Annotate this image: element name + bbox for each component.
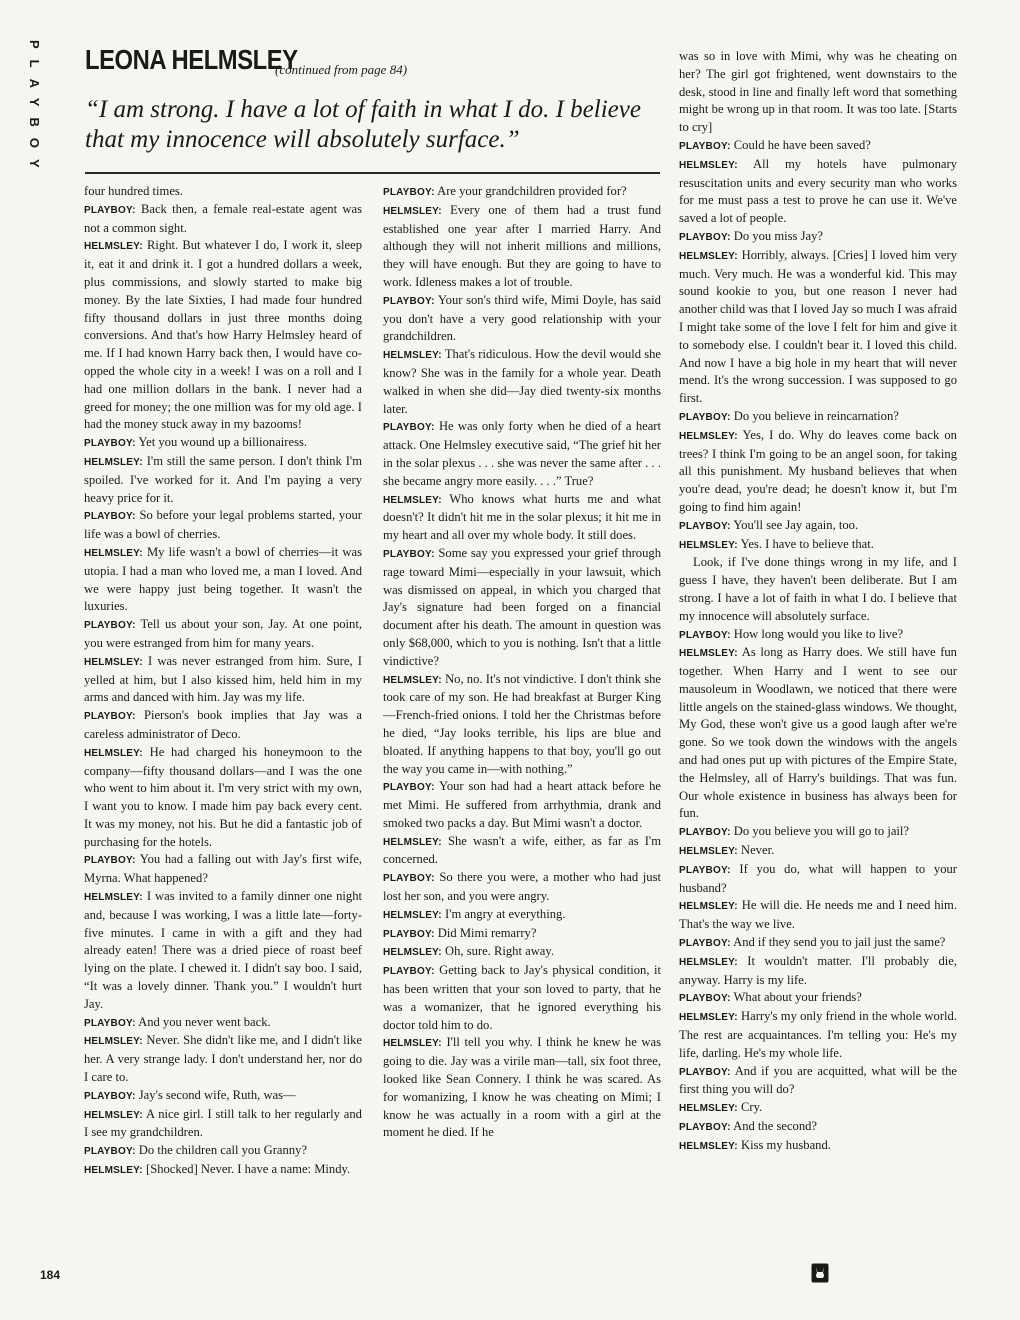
speaker-label: HELMSLEY:	[383, 836, 442, 848]
interview-paragraph	[383, 671, 661, 779]
interview-paragraph	[679, 1063, 957, 1100]
paragraph-text: Do you believe in reincarnation?	[733, 408, 899, 423]
speaker-label: HELMSLEY:	[84, 1165, 143, 1177]
speaker-label: HELMSLEY:	[84, 547, 143, 559]
speaker-label: PLAYBOY:	[84, 855, 136, 867]
interview-paragraph	[679, 536, 957, 555]
paragraph-text: Yes. I have to believe that.	[740, 536, 874, 551]
pull-quote-divider	[85, 172, 660, 174]
interview-paragraph	[679, 1099, 957, 1118]
paragraph-text: Pierson's book implies that Jay was a careless administrator of Deco.	[84, 708, 362, 741]
speaker-label: PLAYBOY:	[383, 187, 435, 198]
page-number: 184	[40, 1268, 61, 1282]
paragraph-text: Tell us about your son, Jay. At one point, you were estranged from him for many years.	[84, 617, 362, 650]
pull-quote: “I am strong. I have a lot of faith in what I do. I believe that my innocence will absolutely surface.”	[85, 96, 641, 153]
speaker-label: HELMSLEY:	[679, 159, 738, 171]
speaker-label: HELMSLEY:	[679, 648, 738, 660]
interview-paragraph	[383, 202, 661, 292]
speaker-label: PLAYBOY:	[84, 1146, 136, 1158]
interview-paragraph	[84, 1161, 362, 1180]
paragraph-text: As long as Harry does. We still have fun together. When Harry and I went to see our mausoleum in Woodlawn, we noticed that there were little angels on the stained-glass windows. We thought, My God, these won't give us a good laugh after we're gone. So we took down the windows with the angels and had ones put up with pictures of the Empire State, the Helmsley, all of Harry's buildings. That was fun. Our whole existence in business has always been for fun.	[679, 645, 957, 821]
paragraph-text: Look, if I've done things wrong in my life, and I guess I have, they haven't been deliberate. But I am strong. I have a lot of faith in what I do. I believe that my innocence will absolutely surface.	[679, 555, 957, 623]
paragraph-text: And you never went back.	[138, 1014, 271, 1029]
paragraph-text: And the second?	[733, 1119, 818, 1134]
interview-paragraph	[84, 237, 362, 434]
paragraph-text: I was never estranged from him. Sure, I yelled at him, but I also kissed him, held him in my arms and danced with him. Jay was my life.	[84, 653, 362, 705]
interview-paragraph	[84, 1142, 362, 1161]
paragraph-text: I was invited to a family dinner one night and, because I was working, I was a little late—forty-five minutes. I came in with a gift and they had already eaten! There was a dried piece of roast beef lying on the plate. I chewed it. I didn't say boo. I said, “It was a lovely dinner. Thank you.” I wouldn't hurt Jay.	[84, 889, 363, 1011]
interview-paragraph	[84, 201, 362, 238]
speaker-label: HELMSLEY:	[383, 674, 442, 686]
paragraph-text: Do you miss Jay?	[733, 228, 823, 243]
paragraph-text: He will die. He needs me and I need him. That's the way we live.	[679, 898, 957, 932]
interview-paragraph	[679, 934, 957, 953]
speaker-label: HELMSLEY:	[679, 539, 738, 551]
interview-paragraph	[84, 616, 362, 653]
paragraph-text: Never. She didn't like me, and I didn't like her. A very strange lady. I don't understand her, nor do I care to.	[84, 1033, 362, 1085]
interview-paragraph	[679, 989, 957, 1008]
speaker-label: PLAYBOY:	[679, 1122, 731, 1134]
speaker-label: HELMSLEY:	[383, 494, 442, 506]
speaker-label: PLAYBOY:	[383, 966, 435, 978]
interview-paragraph	[679, 626, 957, 645]
speaker-label: HELMSLEY:	[679, 430, 738, 442]
speaker-label: PLAYBOY:	[383, 782, 435, 794]
speaker-label: HELMSLEY:	[84, 656, 143, 668]
paragraph-text: You'll see Jay again, too.	[733, 517, 859, 532]
paragraph-text: Kiss my husband.	[741, 1137, 831, 1152]
speaker-label: PLAYBOY:	[679, 231, 731, 243]
continued-note: (continued from page 84)	[275, 62, 408, 77]
speaker-label: HELMSLEY:	[84, 892, 143, 904]
interview-paragraph	[679, 408, 957, 427]
paragraph-text: No, no. It's not vindictive. I don't think she took care of my son. He had breakfast at Burger King—French-fried onions. I told her the Christmas before he died, “Jay looks terrible, his lips are blue and bloated. If anything happens to that boy, you'll go out the way you came in—with nothing.”	[383, 671, 661, 776]
interview-paragraph	[383, 906, 661, 925]
speaker-label: HELMSLEY:	[383, 909, 442, 921]
speaker-label: PLAYBOY:	[679, 993, 731, 1005]
speaker-label: HELMSLEY:	[679, 956, 738, 968]
paragraph-text: You had a falling out with Jay's first wife, Myrna. What happened?	[84, 852, 363, 886]
paragraph-text: [Shocked] Never. I have a name: Mindy.	[146, 1162, 351, 1177]
paragraph-text: Never.	[741, 843, 775, 858]
paragraph-text: Some say you expressed your grief through rage toward Mimi—especially in your lawsuit, which was dismissed on appeal, in which you charged that Jay's signature had been forged on a financial document after his death. The amount in question was only $68,000, which to you is nothing. Isn't that a little vindictive?	[383, 545, 661, 668]
interview-paragraph	[679, 823, 957, 842]
interview-paragraph	[679, 842, 957, 861]
speaker-label: PLAYBOY:	[679, 938, 731, 950]
speaker-label: HELMSLEY:	[383, 947, 442, 959]
interview-paragraph	[84, 851, 362, 888]
interview-paragraph	[383, 925, 661, 944]
paragraph-text: Do the children call you Granny?	[138, 1143, 307, 1158]
text-column-3	[679, 48, 957, 1156]
speaker-label: HELMSLEY:	[84, 241, 143, 253]
paragraph-text: I'm angry at everything.	[445, 906, 566, 921]
speaker-label: HELMSLEY:	[84, 1036, 143, 1048]
paragraph-text: Are your grandchildren provided for?	[437, 184, 627, 198]
paragraph-text: Your son's third wife, Mimi Doyle, has said you don't have a very good relationship with your grandchildren.	[383, 292, 661, 344]
paragraph-text: Oh, sure. Right away.	[445, 944, 555, 959]
speaker-label: PLAYBOY:	[679, 827, 731, 839]
speaker-label: PLAYBOY:	[679, 629, 731, 641]
interview-paragraph	[383, 545, 661, 671]
paragraph-text: I'm still the same person. I don't think I'm spoiled. I've worked for it. And I'm paying a very heavy price for it.	[84, 453, 362, 505]
speaker-label: HELMSLEY:	[383, 1038, 442, 1050]
speaker-label: HELMSLEY:	[679, 1012, 738, 1024]
paragraph-text: And if you are acquitted, what will be the first thing you will do?	[679, 1063, 957, 1097]
paragraph-text: four hundred times.	[84, 184, 183, 198]
paragraph-text: Horribly, always. [Cries] I loved him very much. Very much. He was a wonderful kid. This may sound kookie to you, but one reason I never had another child was that I loved Jay so much I was afraid I might take some of the love I felt for him and give it to somebody else. I couldn't bear it. I loved this child. And now I have a big hole in my heart that will never mend. It's the wrong succession. I was supposed to go first.	[679, 247, 957, 406]
paragraph-text: What about your friends?	[733, 990, 862, 1005]
paragraph-text: So there you were, a mother who had just lost her son, and you were angry.	[383, 870, 662, 904]
interview-paragraph	[679, 228, 957, 247]
paragraph-text: Right. But whatever I do, I work it, sleep it, eat it and drink it. I got a hundred dollars a week, plus commissions, and slowly started to make big money. By the late Sixties, I had made four hundred fifty thousand dollars in just three months doing conversions. And that's how Harry Helmsley heard of me. If I had known Harry back then, I would have co-opped the whole city in a week! I was on a roll and I had one million dollars in the bank. I never had a greed for money; the one million was for my old age. I had the money stuck away in my bazooms!	[84, 238, 362, 432]
interview-paragraph	[383, 491, 661, 545]
interview-paragraph	[84, 707, 362, 744]
speaker-label: HELMSLEY:	[383, 350, 442, 362]
interview-paragraph	[84, 1014, 362, 1033]
paragraph-text: A nice girl. I still talk to her regularly and I see my grandchildren.	[84, 1106, 362, 1140]
interview-paragraph	[383, 346, 661, 418]
paragraph-text: Could he have been saved?	[733, 137, 871, 152]
paragraph-text: And if they send you to jail just the same?	[733, 935, 946, 950]
speaker-label: PLAYBOY:	[679, 864, 731, 876]
paragraph-text: All my hotels have pulmonary resuscitation units and every security man who works for me must pass a test to prove he can use it. We've saved a lot of people.	[679, 156, 957, 226]
interview-paragraph	[84, 888, 362, 1014]
paragraph-text: She wasn't a wife, either, as far as I'm concerned.	[383, 833, 661, 867]
interview-paragraph	[383, 183, 661, 202]
paragraph-text: Did Mimi remarry?	[437, 925, 537, 940]
interview-paragraph	[84, 544, 362, 616]
speaker-label: HELMSLEY:	[383, 205, 442, 217]
speaker-label: PLAYBOY:	[679, 1066, 731, 1078]
article-title: LEONA HELMSLEY	[85, 44, 298, 75]
speaker-label: HELMSLEY:	[84, 747, 143, 759]
speaker-label: PLAYBOY:	[84, 620, 136, 632]
paragraph-text: He had charged his honeymoon to the company—fifty thousand dollars—and I was the one who went to him about it. I'm very strict with my own, I want you to know. I made him pay back every cent. It was my money, not his. But he did a fantastic job of purchasing for the hotels.	[84, 744, 362, 849]
speaker-label: PLAYBOY:	[383, 873, 435, 885]
interview-paragraph	[84, 1087, 362, 1106]
paragraph-text: He was only forty when he died of a heart attack. One Helmsley executive said, “The grief hit her in the solar plexus . . . she was never the same after . . . she became angry more easily. . . .” True?	[383, 419, 661, 488]
paragraph-text: was so in love with Mimi, why was he cheating on her? The girl got frightened, went downstairs to the desk, stood in line and finally left word that something might be wrong up in that room. It was too late. [Starts to cry]	[679, 49, 957, 135]
interview-paragraph	[383, 943, 661, 962]
interview-paragraph	[679, 247, 957, 408]
speaker-label: PLAYBOY:	[679, 411, 731, 423]
speaker-label: HELMSLEY:	[84, 456, 143, 468]
interview-paragraph	[84, 1106, 362, 1143]
speaker-label: HELMSLEY:	[679, 901, 738, 913]
speaker-label: PLAYBOY:	[84, 1090, 136, 1102]
paragraph-text: Cry.	[741, 1100, 763, 1115]
paragraph-text: How long would you like to live?	[733, 626, 904, 641]
paragraph-text: Yes, I do. Why do leaves come back on trees? I think I'm going to be an angel soon, for taking all this punishment. My husband believes that when you're dead, you're dead; he doesn't know it, but I'm going to find him again!	[679, 427, 957, 514]
interview-paragraph	[383, 962, 661, 1034]
speaker-label: PLAYBOY:	[84, 1017, 136, 1029]
interview-paragraph	[383, 833, 661, 870]
speaker-label: HELMSLEY:	[679, 250, 738, 262]
side-banner-text: PLAYBOY	[27, 40, 42, 179]
paragraph-text: If you do, what will happen to your husband?	[679, 861, 957, 895]
interview-paragraph	[679, 517, 957, 536]
interview-paragraph	[679, 48, 957, 137]
interview-paragraph	[84, 434, 362, 453]
interview-paragraph	[679, 1137, 957, 1156]
paragraph-text: Every one of them had a trust fund established one year after I married Harry. And although they will not inherit millions and millions, they will have enough. But they are going to have to work. Idleness makes a lot of trouble.	[383, 202, 661, 289]
paragraph-text: Yet you wound up a billionairess.	[138, 435, 308, 450]
speaker-label: PLAYBOY:	[383, 928, 435, 940]
speaker-label: PLAYBOY:	[84, 438, 136, 450]
interview-paragraph	[679, 1118, 957, 1137]
text-column-2	[383, 183, 661, 1142]
paragraph-text: Back then, a female real-estate agent was not a common sight.	[84, 201, 362, 235]
interview-paragraph	[84, 744, 362, 852]
paragraph-text: Jay's second wife, Ruth, was—	[138, 1087, 296, 1102]
speaker-label: HELMSLEY:	[679, 1103, 738, 1115]
interview-paragraph	[84, 453, 362, 507]
interview-paragraph	[679, 137, 957, 156]
interview-paragraph	[383, 1034, 661, 1142]
interview-paragraph	[679, 1008, 957, 1062]
paragraph-text: That's ridiculous. How the devil would she know? She was in the family for a whole year. Death walked in when she did—Jay died twenty-six months later.	[383, 347, 662, 416]
speaker-label: PLAYBOY:	[84, 511, 136, 523]
side-banner	[20, 40, 44, 200]
paragraph-text: It wouldn't matter. I'll probably die, anyway. Harry is my life.	[679, 953, 957, 987]
interview-paragraph	[679, 156, 957, 228]
paragraph-text: Who knows what hurts me and what doesn't? It didn't hit me in the solar plexus; it hit me in my heart and all over my whole body. It still does.	[383, 491, 661, 543]
interview-paragraph	[679, 897, 957, 934]
interview-paragraph	[383, 869, 661, 906]
interview-paragraph	[679, 554, 957, 625]
speaker-label: PLAYBOY:	[383, 548, 435, 560]
paragraph-text: Do you believe you will go to jail?	[733, 824, 910, 839]
interview-paragraph	[383, 418, 661, 490]
speaker-label: PLAYBOY:	[84, 711, 136, 723]
paragraph-text: I'll tell you why. I think he knew he was going to die. Jay was a virile man—tall, six foot three, looked like Sean Connery. I think he was scared. As for womanizing, I know he was cheating on Mimi; I know he was actually in a room with a girl at the moment he died. If he	[383, 1035, 662, 1140]
speaker-label: HELMSLEY:	[84, 1109, 143, 1121]
interview-paragraph	[84, 653, 362, 707]
speaker-label: HELMSLEY:	[679, 1140, 738, 1152]
interview-paragraph	[679, 644, 957, 823]
interview-paragraph	[383, 778, 661, 832]
speaker-label: PLAYBOY:	[383, 422, 435, 434]
speaker-label: PLAYBOY:	[679, 140, 731, 152]
interview-paragraph	[679, 427, 957, 517]
speaker-label: PLAYBOY:	[679, 520, 731, 532]
paragraph-text: Getting back to Jay's physical condition, it has been written that your son loved to party, that he was a womanizer, that he ignored everything his doctor told him to do.	[383, 963, 661, 1032]
interview-paragraph	[84, 507, 362, 544]
paragraph-text: So before your legal problems started, your life was a bowl of cherries.	[84, 508, 362, 542]
interview-paragraph	[84, 183, 362, 201]
interview-paragraph	[679, 953, 957, 990]
speaker-label: HELMSLEY:	[679, 846, 738, 858]
paragraph-text: Your son had had a heart attack before he met Mimi. He suffered from arrhythmia, drank and smoked two packs a day. But Mimi wasn't a doctor.	[383, 779, 661, 830]
speaker-label: PLAYBOY:	[383, 295, 435, 307]
paragraph-text: Harry's my only friend in the whole world. The rest are acquaintances. I'm telling you: He's my life, darling. He's my whole life.	[679, 1009, 957, 1060]
interview-paragraph	[383, 292, 661, 346]
interview-paragraph	[84, 1032, 362, 1086]
interview-paragraph	[679, 861, 957, 898]
playboy-bunny-icon	[811, 1263, 829, 1283]
paragraph-text: My life wasn't a bowl of cherries—it was utopia. I had a man who loved me, a man I loved. And we were happy just being together. It wasn't the luxuries.	[84, 544, 363, 614]
article-header	[85, 44, 665, 84]
text-column-1	[84, 183, 362, 1180]
speaker-label: PLAYBOY:	[84, 204, 136, 216]
